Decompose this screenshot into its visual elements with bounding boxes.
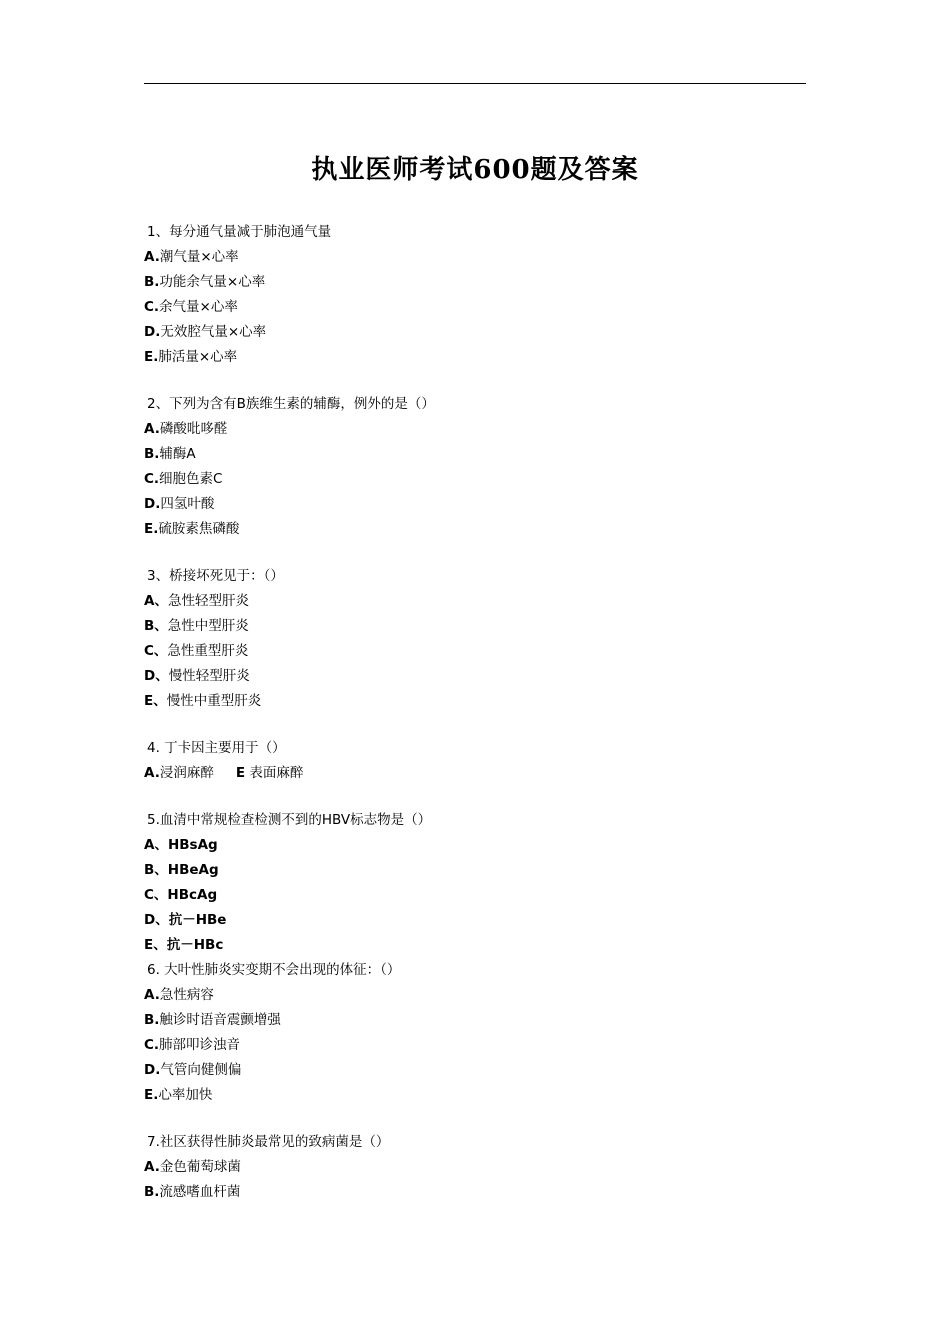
option-label: B. [144, 274, 160, 290]
question-list [144, 220, 806, 1205]
option-label: D、 [144, 912, 169, 928]
question-stem: 4. 丁卡因主要用于（） [147, 740, 286, 756]
option-a [144, 1155, 806, 1180]
option-d [144, 492, 806, 517]
option-label: A. [144, 987, 160, 1003]
question-7 [144, 1130, 806, 1205]
option-c [144, 883, 806, 908]
option-text: 辅酶A [159, 446, 196, 462]
option-label: D. [144, 496, 161, 512]
option-text: 金色葡萄球菌 [159, 1159, 241, 1175]
option-label: A. [144, 249, 160, 265]
option-label: B. [144, 1012, 160, 1028]
option-text: 潮气量×心率 [159, 249, 239, 265]
option-text: 急性轻型肝炎 [167, 593, 249, 609]
option-text: HBeAg [167, 862, 219, 878]
option-b [144, 614, 806, 639]
option-text: 无效腔气量×心率 [160, 324, 267, 340]
option-text: 肺部叩诊浊音 [159, 1037, 241, 1053]
question-stem: 6. 大叶性肺炎实变期不会出现的体征：（） [147, 962, 401, 978]
option-label: A、 [144, 837, 168, 853]
option-e [144, 517, 806, 542]
option-label: C. [144, 471, 160, 487]
option-label: C、 [144, 643, 168, 659]
option-text: 慢性轻型肝炎 [168, 668, 250, 684]
option-text: 磷酸吡哆醛 [159, 421, 228, 437]
option-label: C. [144, 299, 160, 315]
option-label: B. [144, 446, 160, 462]
option-d [144, 908, 806, 933]
option-text: 余气量×心率 [159, 299, 238, 315]
option-label: D、 [144, 668, 169, 684]
option-a [144, 589, 806, 614]
spacer [144, 1108, 806, 1130]
option-c [144, 1033, 806, 1058]
option-label: A. [144, 1159, 160, 1175]
option-a [144, 417, 806, 442]
option-c [144, 639, 806, 664]
option-label: B. [144, 1184, 160, 1200]
inline-options [144, 761, 806, 786]
option-a [144, 983, 806, 1008]
option-text: 四氢叶酸 [160, 496, 215, 512]
option-label: E [235, 765, 246, 781]
header-rule [144, 83, 806, 84]
option-b [144, 270, 806, 295]
option-e [144, 345, 806, 370]
option-label: A、 [144, 593, 168, 609]
option-text: 慢性中重型肝炎 [166, 693, 262, 709]
option-text: 抗－HBc [166, 937, 224, 953]
option-text: HBsAg [167, 837, 218, 853]
option-b [144, 858, 806, 883]
option-a [144, 833, 806, 858]
option-e [144, 1083, 806, 1108]
option-label: E. [144, 1087, 159, 1103]
option-b [144, 442, 806, 467]
option-label: A. [144, 421, 160, 437]
option-text: 流感嗜血杆菌 [159, 1184, 241, 1200]
option-text: 表面麻醉 [249, 765, 304, 781]
option-label: E、 [144, 693, 167, 709]
option-d [144, 1058, 806, 1083]
option-label: A. [144, 765, 160, 781]
question-stem: 5.血清中常规检查检测不到的HBV标志物是（） [147, 812, 432, 828]
question-stem: 3、桥接坏死见于：（） [147, 568, 284, 584]
option-text: 细胞色素C [159, 471, 223, 487]
question-stem: 2、下列为含有B族维生素的辅酶，例外的是（） [147, 396, 435, 412]
question-5 [144, 808, 806, 958]
option-c [144, 467, 806, 492]
spacer [144, 786, 806, 808]
question-1 [144, 220, 806, 370]
option-text: 触诊时语音震颤增强 [159, 1012, 281, 1028]
option-text: HBcAg [167, 887, 218, 903]
option-label: E. [144, 349, 159, 365]
option-b [144, 1008, 806, 1033]
question-4 [144, 736, 806, 786]
document-title: 执业医师考试600题及答案 [311, 155, 639, 185]
option-label: E、 [144, 937, 167, 953]
question-stem: 7.社区获得性肺炎最常见的致病菌是（） [147, 1134, 390, 1150]
option-e [144, 933, 806, 958]
spacer [144, 714, 806, 736]
option-label: B、 [144, 618, 168, 634]
spacer [144, 542, 806, 564]
option-d [144, 320, 806, 345]
option-label: C. [144, 1037, 160, 1053]
option-a [144, 245, 806, 270]
option-text: 功能余气量×心率 [159, 274, 266, 290]
option-c [144, 295, 806, 320]
question-6 [144, 958, 806, 1108]
option-text: 浸润麻醉 [159, 765, 214, 781]
option-text: 硫胺素焦磷酸 [158, 521, 240, 537]
option-d [144, 664, 806, 689]
question-stem: 1、每分通气量减于肺泡通气量 [147, 224, 332, 240]
option-text: 心率加快 [158, 1087, 213, 1103]
option-text: 抗－HBe [168, 912, 227, 928]
option-label: B、 [144, 862, 168, 878]
question-3 [144, 564, 806, 714]
option-text: 急性中型肝炎 [167, 618, 249, 634]
option-b [144, 1180, 806, 1205]
option-text: 急性重型肝炎 [167, 643, 249, 659]
question-2 [144, 392, 806, 542]
option-e [144, 689, 806, 714]
option-text: 气管向健侧偏 [160, 1062, 242, 1078]
option-text: 肺活量×心率 [158, 349, 238, 365]
option-label: C、 [144, 887, 168, 903]
option-label: D. [144, 1062, 161, 1078]
spacer [144, 370, 806, 392]
option-label: E. [144, 521, 159, 537]
option-label: D. [144, 324, 161, 340]
option-text: 急性病容 [159, 987, 214, 1003]
